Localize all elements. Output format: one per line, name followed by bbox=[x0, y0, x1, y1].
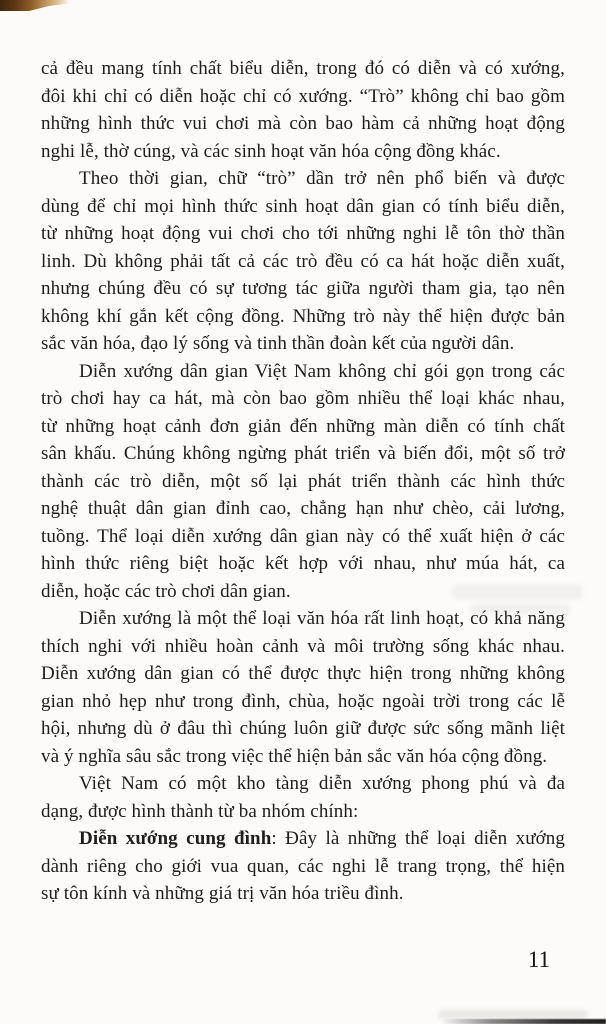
page-number: 11 bbox=[527, 947, 550, 972]
text-line: linh. Dù không phải tất cả các trò đều có ca hát hoặc diễn xuất, bbox=[41, 250, 565, 272]
text-line: và ý nghĩa sâu sắc trong việc thể hiện bản sắc văn hóa cộng đồng. bbox=[41, 745, 548, 767]
text-line: gian nhỏ hẹp như trong đình, chùa, hoặc ngoài trời trong các lễ bbox=[41, 690, 565, 712]
text-line: đôi khi chỉ có diễn hoặc chỉ có xướng. “Trò” không chỉ bao gồm bbox=[41, 85, 565, 107]
scan-shadow-bottom-right bbox=[441, 1019, 606, 1024]
bleed-through-smudge bbox=[452, 585, 582, 599]
paragraph-dien-xuong-cung-dinh bbox=[41, 825, 565, 908]
text-line: nghệ thuật dân gian đỉnh cao, chẳng hạn như chèo, cải lương, bbox=[41, 498, 565, 519]
text-line bbox=[41, 825, 565, 853]
text-line: thích nghi với nhiều hoàn cảnh và môi trường sống khác nhau. bbox=[41, 635, 565, 657]
text-span: : Đây là những thể loại diễn xướng bbox=[271, 828, 565, 849]
bold-lead-text: Diễn xướng cung đình bbox=[79, 828, 272, 849]
paragraph bbox=[41, 605, 565, 770]
text-line: những hình thức vui chơi mà còn bao hàm cả những hoạt động bbox=[41, 113, 565, 134]
text-line: sắc văn hóa, đạo lý sống và tinh thần đoàn kết của người dân. bbox=[41, 333, 515, 354]
text-line: nghi lễ, thờ cúng, và các sinh hoạt văn hóa cộng đồng khác. bbox=[41, 140, 501, 162]
text-line: hội, nhưng dù ở đâu thì chúng luôn giữ được sức sống mãnh liệt bbox=[41, 718, 565, 739]
text-line: từ những hoạt động vui chơi cho tới những nghi lễ tôn thờ thần bbox=[41, 223, 565, 244]
text-line: Việt Nam có một kho tàng diễn xướng phong phú và đa bbox=[79, 773, 565, 794]
page-text-block bbox=[41, 55, 565, 908]
text-line: sân khấu. Chúng không ngừng phát triển và biến đổi, một số trở bbox=[41, 443, 565, 464]
text-line: dùng để chỉ mọi hình thức sinh hoạt dân gian có tính biểu diễn, bbox=[41, 195, 565, 217]
paragraph bbox=[41, 358, 565, 606]
scan-shadow-smudge bbox=[438, 1010, 588, 1019]
text-line: thành các trò diễn, một số lại phát triển thành các hình thức bbox=[41, 470, 565, 492]
text-line: dạng, được hình thành từ ba nhóm chính: bbox=[41, 800, 359, 822]
text-line: Diễn xướng dân gian có thể được thực hiện trong những không bbox=[41, 663, 565, 684]
text-line: dành riêng cho giới vua quan, các nghi lễ trang trọng, thể hiện bbox=[41, 855, 565, 877]
text-line: hình thức riêng biệt hoặc kết hợp với nhau, như múa hát, ca bbox=[41, 553, 565, 574]
text-line: từ những hoạt cảnh đơn giản đến những màn diễn có tính chất bbox=[41, 415, 565, 437]
paragraph-continuation bbox=[41, 55, 565, 165]
text-line: Theo thời gian, chữ “trò” dần trở nên phổ biến và được bbox=[79, 168, 565, 189]
text-line: tuồng. Thể loại diễn xướng dân gian này có thể xuất hiện ở các bbox=[41, 525, 565, 547]
bleed-through-smudge bbox=[470, 604, 570, 614]
text-line: Diễn xướng là một thể loại văn hóa rất linh hoạt, có khả năng bbox=[79, 608, 565, 629]
text-line: diễn, hoặc các trò chơi dân gian. bbox=[41, 580, 291, 602]
text-line: Diễn xướng dân gian Việt Nam không chỉ gói gọn trong các bbox=[79, 360, 565, 382]
paragraph bbox=[41, 165, 565, 358]
scan-artifact-top-left bbox=[0, 0, 86, 11]
text-line: không khí gắn kết cộng đồng. Những trò này thể hiện được bản bbox=[41, 305, 565, 327]
text-line: cả đều mang tính chất biểu diễn, trong đó có diễn và có xướng, bbox=[41, 58, 565, 79]
text-line: sự tôn kính và những giá trị văn hóa triều đình. bbox=[41, 883, 404, 904]
text-line: trò chơi hay ca hát, mà còn bao gồm nhiều thể loại khác nhau, bbox=[41, 388, 565, 409]
paragraph bbox=[41, 770, 565, 825]
text-line: nhưng chúng đều có sự tương tác giữa người tham gia, tạo nên bbox=[41, 278, 565, 299]
